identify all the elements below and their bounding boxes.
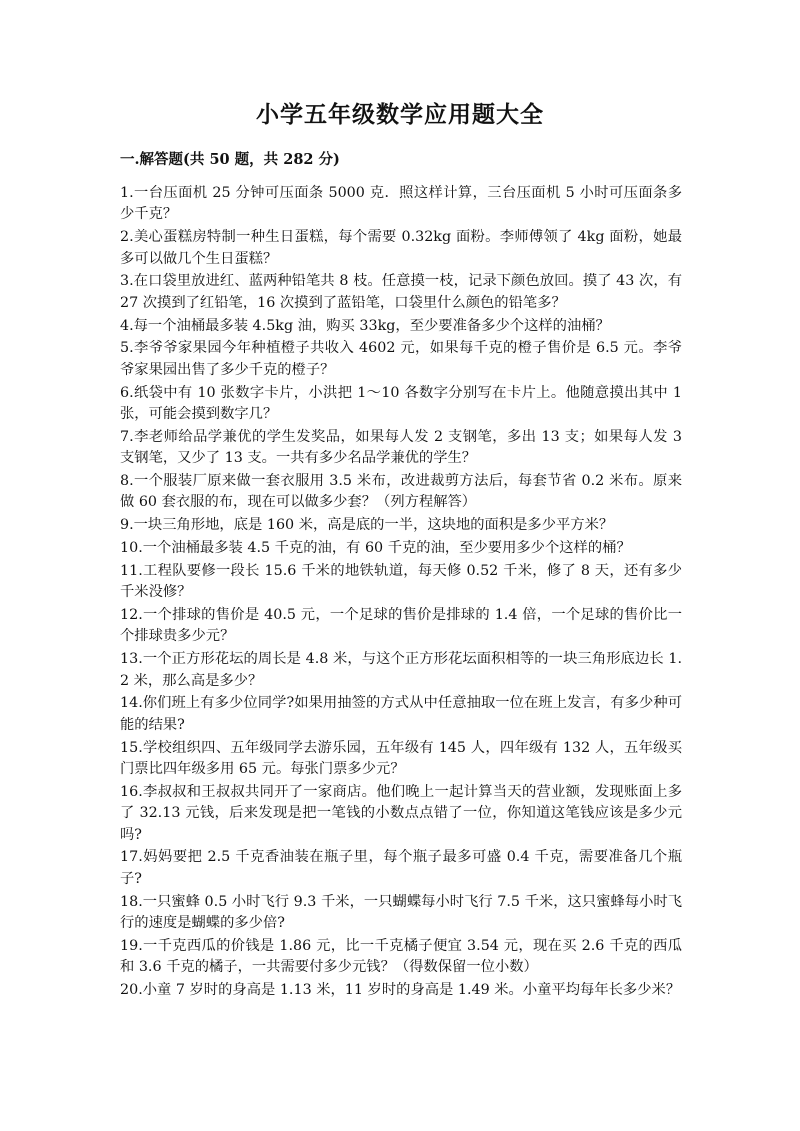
question-item: 19.一千克西瓜的价钱是 1.86 元，比一千克橘子便宜 3.54 元，现在买 2.6 千克的西瓜和 3.6 千克的橘子，一共需要付多少元钱？（得数保留一位小数） bbox=[120, 937, 682, 976]
question-item: 16.李叔叔和王叔叔共同开了一家商店。他们晚上一起计算当天的营业额，发现账面上多了 32.13 元钱，后来发现是把一笔钱的小数点点错了一位，你知道这笔钱应该是多少元吗? bbox=[120, 783, 682, 843]
question-item: 7.李老师给品学兼优的学生发奖品，如果每人发 2 支钢笔，多出 13 支；如果每人发 3 支钢笔，又少了 13 支。一共有多少名品学兼优的学生？ bbox=[120, 428, 682, 467]
question-item: 20.小童 7 岁时的身高是 1.13 米，11 岁时的身高是 1.49 米。小童平均每年长多少米？ bbox=[120, 982, 681, 999]
question-item: 10.一个油桶最多装 4.5 千克的油，有 60 千克的油，至少要用多少个这样的桶？ bbox=[120, 540, 631, 557]
question-item: 18.一只蜜蜂 0.5 小时飞行 9.3 千米，一只蝴蝶每小时飞行 7.5 千米，这只蜜蜂每小时飞行的速度是蝴蝶的多少倍? bbox=[120, 893, 682, 932]
question-item: 5.李爷爷家果园今年种植橙子共收入 4602 元，如果每千克的橙子售价是 6.5 元。李爷爷家果园出售了多少千克的橙子？ bbox=[120, 340, 682, 378]
question-item: 11.工程队要修一段长 15.6 千米的地铁轨道，每天修 0.52 千米，修了 8 天，还有多少千米没修？ bbox=[120, 562, 682, 601]
question-item: 1.一台压面机 25 分钟可压面条 5000 克．照这样计算，三台压面机 5 小时可压面条多少千克？ bbox=[120, 185, 682, 223]
question-item: 2.美心蛋糕房特制一种生日蛋糕，每个需要 0.32kg 面粉。李师傅领了 4kg 面粉，她最多可以做几个生日蛋糕？ bbox=[120, 229, 682, 267]
question-item: 9.一块三角形地，底是 160 米，高是底的一半，这块地的面积是多少平方米？ bbox=[120, 517, 614, 534]
question-item: 13.一个正方形花坛的周长是 4.8 米，与这个正方形花坛面积相等的一块三角形底边长 1.2 米，那么高是多少？ bbox=[120, 651, 682, 689]
question-item: 15.学校组织四、五年级同学去游乐园，五年级有 145 人，四年级有 132 人，五年级买门票比四年级多用 65 元。每张门票多少元？ bbox=[120, 739, 682, 778]
question-item: 8.一个服装厂原来做一套衣服用 3.5 米布，改进裁剪方法后，每套节省 0.2 米布。原来做 60 套衣服的布，现在可以做多少套？（列方程解答） bbox=[120, 473, 682, 511]
question-list bbox=[120, 183, 682, 1003]
question-item: 12.一个排球的售价是 40.5 元，一个足球的售价是排球的 1.4 倍，一个足球的售价比一个排球贵多少元？ bbox=[120, 607, 682, 645]
question-item: 4.每一个油桶最多装 4.5kg 油，购买 33kg，至少要准备多少个这样的油桶？ bbox=[120, 317, 610, 334]
document-title: 小学五年级数学应用题大全 bbox=[256, 101, 544, 128]
question-item: 3.在口袋里放进红、蓝两种铅笔共 8 枝。任意摸一枝，记录下颜色放回。摸了 43 次，有 27 次摸到了红铅笔，16 次摸到了蓝铅笔，口袋里什么颜色的铅笔多？ bbox=[120, 273, 682, 311]
question-item: 17.妈妈要把 2.5 千克香油装在瓶子里，每个瓶子最多可盛 0.4 千克，需要准备几个瓶子? bbox=[120, 849, 682, 887]
section-heading: 一.解答题(共 50 题，共 282 分) bbox=[120, 151, 340, 168]
question-item: 6.纸袋中有 10 张数字卡片，小洪把 1～10 各数字分别写在卡片上。他随意摸出其中 1 张，可能会摸到数字几？ bbox=[120, 384, 682, 423]
question-item: 14.你们班上有多少位同学?如果用抽签的方式从中任意抽取一位在班上发言，有多少种可能的结果? bbox=[120, 695, 682, 733]
